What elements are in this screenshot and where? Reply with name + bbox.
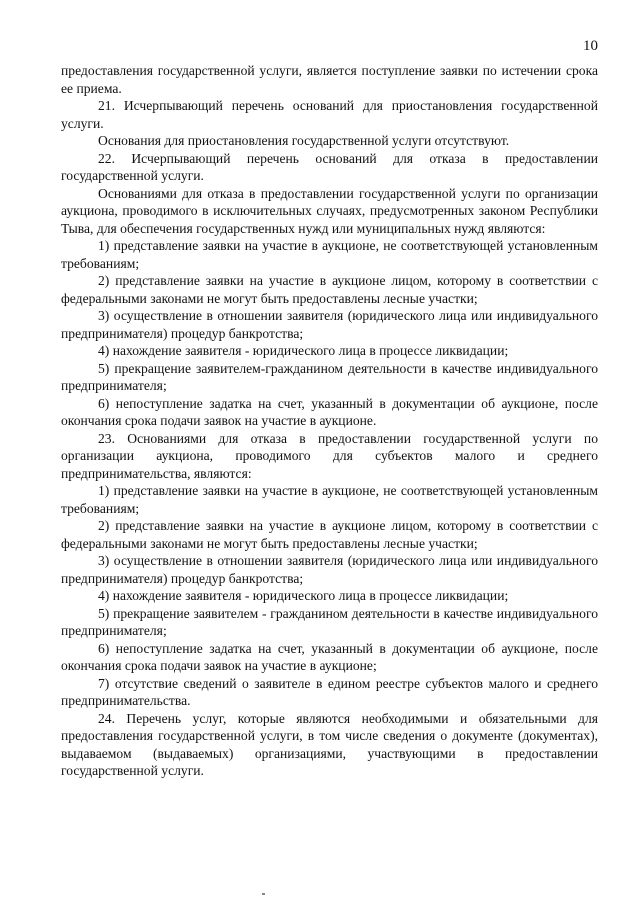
list-item: 4) нахождение заявителя - юридического лица в процессе ликвидации; bbox=[98, 588, 509, 603]
list-item: 6) непоступление задатка на счет, указанный в документации об аукционе, после окончания срока подачи заявок на участие в аукционе. bbox=[61, 395, 598, 428]
paragraph: Основания для приостановления государственной услуги отсутствуют. bbox=[98, 133, 510, 148]
paragraph: предоставления государственной услуги, является поступление заявки по истечении срока ее приема. bbox=[61, 63, 598, 96]
list-item: 5) прекращение заявителем - гражданином деятельности в качестве индивидуального предпринимателя; bbox=[61, 605, 598, 638]
list-item: 3) осуществление в отношении заявителя (юридического лица или индивидуального предпринимателя) процедур банкротства; bbox=[61, 553, 598, 586]
list-item: 2) представление заявки на участие в аукционе лицом, которому в соответствии с федеральными законами не могут быть предоставлены лесные участки; bbox=[61, 273, 598, 306]
paragraph: 24. Перечень услуг, которые являются необходимыми и обязательными для предоставления государственной услуги, в том числе сведения о документе (документах), выдаваемом (выдаваемых) организациями, участвующими в предоставлении государственной услуги. bbox=[61, 710, 598, 778]
list-item: 1) представление заявки на участие в аукционе, не соответствующей установленным требованиям; bbox=[61, 483, 598, 516]
list-item: 7) отсутствие сведений о заявителе в едином реестре субъектов малого и среднего предпринимательства. bbox=[61, 675, 598, 708]
paragraph: Основаниями для отказа в предоставлении государственной услуги по организации аукциона, проводимого в исключительных случаях, предусмотренных законом Республики Тыва, для обеспечения государственных нужд или муниципальных нужд являются: bbox=[61, 185, 598, 236]
document-body bbox=[61, 62, 598, 780]
list-item: 6) непоступление задатка на счет, указанный в документации об аукционе, после окончания срока подачи заявок на участие в аукционе; bbox=[61, 640, 598, 673]
list-item: 4) нахождение заявителя - юридического лица в процессе ликвидации; bbox=[98, 343, 509, 358]
scan-mark bbox=[262, 893, 265, 895]
list-item: 1) представление заявки на участие в аукционе, не соответствующей установленным требованиям; bbox=[61, 238, 598, 271]
paragraph: 22. Исчерпывающий перечень оснований для отказа в предоставлении государственной услуги. bbox=[61, 150, 598, 183]
paragraph: 21. Исчерпывающий перечень оснований для приостановления государственной услуги. bbox=[61, 98, 598, 131]
list-item: 5) прекращение заявителем-гражданином деятельности в качестве индивидуального предпринимателя; bbox=[61, 360, 598, 393]
paragraph: 23. Основаниями для отказа в предоставлении государственной услуги по организации аукциона, проводимого для субъектов малого и среднего предпринимательства, являются: bbox=[61, 430, 598, 481]
page-number: 10 bbox=[583, 38, 598, 54]
list-item: 3) осуществление в отношении заявителя (юридического лица или индивидуального предпринимателя) процедур банкротства; bbox=[61, 308, 598, 341]
list-item: 2) представление заявки на участие в аукционе лицом, которому в соответствии с федеральными законами не могут быть предоставлены лесные участки; bbox=[61, 518, 598, 551]
